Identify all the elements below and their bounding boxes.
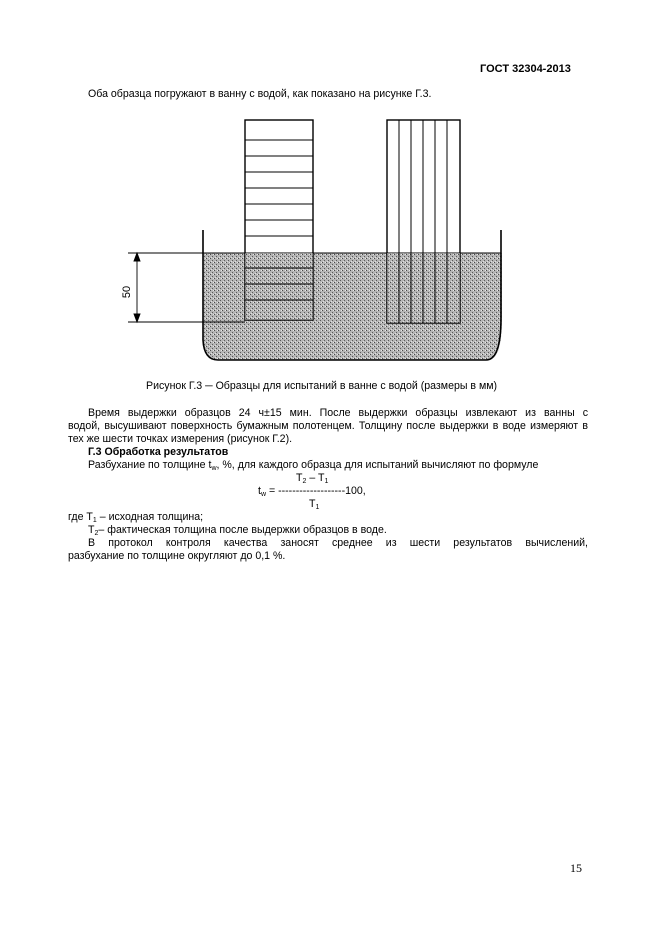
document-standard-number: ГОСТ 32304-2013	[480, 63, 571, 75]
specimen-vertical-strips	[387, 120, 460, 323]
formula-equation: $t_w = -------------------100$,	[258, 485, 366, 498]
paragraph-report-line1: В протокол контроля качества заносят среднее из шести результатов вычислений,	[88, 537, 588, 549]
figure-caption: Рисунок Г.3 ─ Образцы для испытаний в ванне с водой (размеры в мм)	[146, 380, 498, 392]
paragraph-exposure-line3: тех же шести точках измерения (рисунок Г.2).	[68, 433, 293, 445]
paragraph-exposure-line1: Время выдержки образцов 24 ч±15 мин. После выдержки образцы извлекают из ванны с	[88, 407, 588, 419]
figure-water-bath-diagram	[110, 110, 510, 370]
section-heading: Г.3 Обработка результатов	[88, 446, 229, 458]
intro-paragraph: Оба образца погружают в ванну с водой, как показано на рисунке Г.3.	[88, 88, 432, 100]
paragraph-exposure-line2: водой, высушивают поверхность бумажным полотенцем. Толщину после выдержки в воде измеряют в	[68, 420, 588, 432]
formula-intro: Разбухание по толщине $t_w$, %, для каждого образца для испытаний вычисляют по формуле	[88, 459, 539, 472]
formula-numerator: $T_2 - T_1$	[296, 472, 329, 485]
dimension-label: 50	[121, 285, 133, 299]
paragraph-report-line2: разбухание по толщине округляют до 0,1 %.	[68, 550, 286, 562]
formula-denominator: $T_1$	[309, 498, 320, 511]
definition-t2: $T_2-$ фактическая толщина после выдержки образцов в воде.	[88, 524, 387, 537]
definition-t1: где $T_1$ – исходная толщина;	[68, 511, 204, 524]
page-number: 15	[570, 861, 582, 875]
specimen-horizontal-strips	[245, 120, 313, 320]
